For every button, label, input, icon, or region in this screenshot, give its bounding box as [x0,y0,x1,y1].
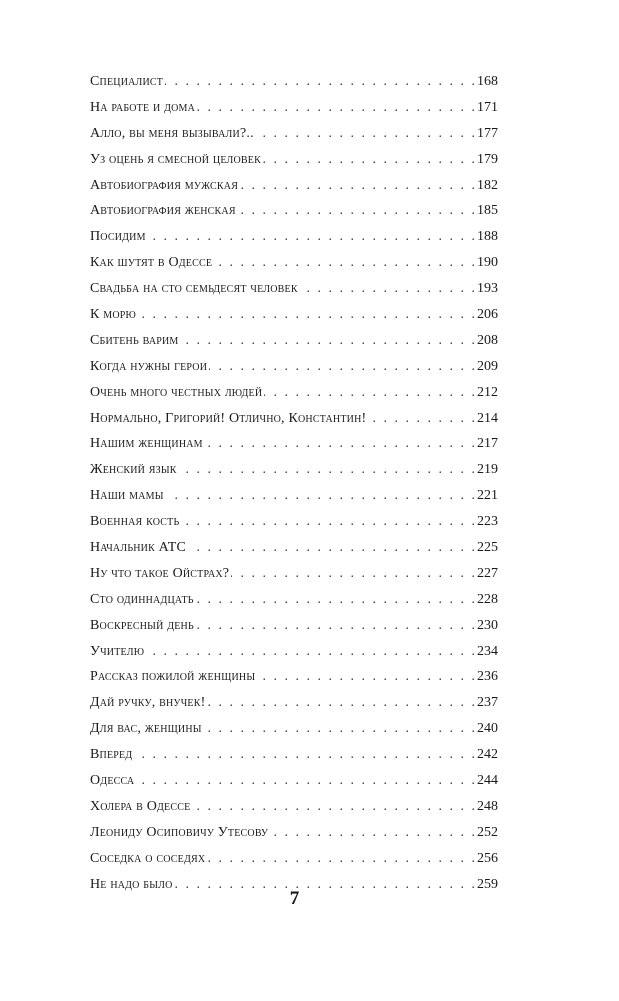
dot-leader [181,333,475,349]
dot-leader [196,618,475,634]
toc-entry [90,411,498,437]
toc-entry-title: Не надо было [90,876,173,892]
dot-leader [240,178,475,194]
dot-leader [264,385,475,401]
toc-entry-title: Нормально, Григорий! Отлично, Константин! [90,410,367,426]
toc-entry-title: Ну что такое Ойстрах? [90,565,230,581]
toc-entry [90,462,498,488]
toc-entry-title: Военная кость [90,514,180,530]
toc-entry [90,126,498,152]
toc-entry-title: Автобиография мужская [90,177,239,193]
toc-entry [90,100,498,126]
dot-leader [257,669,475,685]
dot-leader [207,695,475,711]
toc-entry-page: 209 [477,358,498,374]
toc-entry [90,695,498,721]
toc-entry-title: К морю [90,307,136,323]
toc-entry-page: 221 [477,488,498,504]
dot-leader [214,255,475,271]
toc-entry-page: 219 [477,462,498,478]
toc-entry-page: 252 [477,824,498,840]
toc-entry-page: 242 [477,747,498,763]
toc-entry-page: 190 [477,255,498,271]
toc-entry [90,203,498,229]
toc-entry [90,747,498,773]
toc-entry-page: 248 [477,798,498,814]
toc-entry-page: 177 [477,125,498,141]
toc-entry [90,307,498,333]
toc-entry [90,436,498,462]
toc-entry-title: Как шутят в Одессе [90,255,213,271]
toc-entry [90,333,498,359]
toc-entry-page: 217 [477,436,498,452]
toc-entry-title: Свадьба на сто семьдесят человек [90,281,298,297]
toc-entry [90,229,498,255]
dot-leader [148,229,475,245]
dot-leader [209,359,475,375]
dot-leader [188,540,475,556]
toc-entry-page: 223 [477,514,498,530]
toc-entry-page: 259 [477,876,498,892]
dot-leader [165,74,475,90]
toc-entry [90,178,498,204]
toc-entry-page: 185 [477,203,498,219]
toc-entry-page: 171 [477,99,498,115]
toc-entry-title: Рассказ пожилой женщины [90,669,256,685]
toc-entry [90,566,498,592]
toc-entry-page: 225 [477,540,498,556]
dot-leader [238,203,475,219]
toc-entry-title: Для вас, женщины [90,721,202,737]
dot-leader [196,592,475,608]
toc-entry-title: Специалист [90,74,164,89]
dot-leader [204,721,475,737]
dot-leader [138,307,475,323]
toc-entry-title: Холера в Одессе [90,798,191,814]
toc-entry-page: 236 [477,669,498,685]
dot-leader [136,773,475,789]
toc-entry [90,592,498,618]
toc-entry [90,773,498,799]
toc-entry-title: Женский язык [90,462,177,478]
toc-entry-title: Сто одиннадцать [90,591,194,607]
toc-entry-title: Леониду Осиповичу Утесову [90,824,269,840]
dot-leader [263,152,475,168]
toc-entry-title: Вперед [90,747,133,763]
toc-entry-title: Алло, вы меня вызывали?.. [90,125,254,141]
dot-leader [205,436,475,452]
toc-entry-page: 256 [477,850,498,866]
dot-leader [300,281,475,297]
toc-entry-page: 168 [477,74,498,89]
toc-entry-page: 240 [477,721,498,737]
dot-leader [231,566,475,582]
dot-leader [197,100,475,116]
toc-entry-page: 182 [477,177,498,193]
toc-entry-page: 193 [477,281,498,297]
toc-entry-title: Уз оцень я смесной целовек [90,151,261,167]
toc-entry [90,359,498,385]
dot-leader [146,644,475,660]
toc-entry-page: 234 [477,643,498,659]
toc-entry-title: Одесса [90,773,135,789]
toc-entry-page: 237 [477,695,498,711]
toc-entry-title: Воскресный день [90,617,194,633]
toc-entry-title: На работе и дома [90,99,196,115]
toc-entry-title: Автобиография женская [90,203,236,219]
toc-entry [90,721,498,747]
toc-entry-title: Посидим [90,229,146,245]
toc-entry-page: 214 [477,410,498,426]
toc-entry-title: Наши мамы [90,488,164,504]
toc-entry [90,799,498,825]
dot-leader [179,462,475,478]
toc-entry [90,281,498,307]
toc-entry-title: Соседка о соседях [90,850,206,866]
toc-entry-page: 179 [477,151,498,167]
toc-entry-page: 212 [477,384,498,400]
toc-entry [90,255,498,281]
toc-entry-page: 230 [477,617,498,633]
toc-entry-page: 188 [477,229,498,245]
toc-entry-page: 208 [477,332,498,348]
toc-entry-title: Сбитень варим [90,332,179,348]
toc-entry [90,825,498,851]
dot-leader [192,799,475,815]
dot-leader [134,747,475,763]
toc-entry-title: Дай ручку, внучек! [90,695,206,711]
toc-entry [90,74,498,100]
toc-entry [90,851,498,877]
dot-leader [368,411,475,427]
toc-entry [90,152,498,178]
dot-leader [270,825,475,841]
toc-entry-page: 206 [477,307,498,323]
toc-entry-page: 244 [477,773,498,789]
toc-entry-page: 227 [477,565,498,581]
toc-entry [90,644,498,670]
dot-leader [166,488,475,504]
dot-leader [181,514,475,530]
toc-entry [90,385,498,411]
table-of-contents [90,74,498,903]
toc-entry [90,540,498,566]
toc-entry-page: 228 [477,591,498,607]
toc-entry-title: Нашим женщинам [90,436,203,452]
toc-entry-title: Начальник АТС [90,540,187,556]
toc-entry [90,514,498,540]
toc-entry-title: Когда нужны герои [90,358,208,374]
toc-entry-title: Учителю [90,643,145,659]
toc-entry [90,488,498,514]
toc-entry [90,618,498,644]
toc-entry-title: Очень много честных людей [90,384,263,400]
dot-leader [256,126,475,142]
page-number: 7 [289,888,300,909]
dot-leader [207,851,475,867]
toc-entry [90,669,498,695]
